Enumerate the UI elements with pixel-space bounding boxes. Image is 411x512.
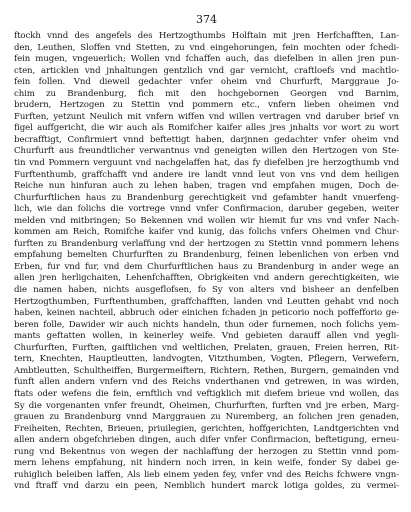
text-line: allen jren herligchaiten, Lehenfchafften, Obrigkeiten vnd andern gerechtigkeiten, wie [14,273,399,284]
text-line: Hertzogthumben, Furftenthumben, graffchafften, landen vnd Leutten gehabt vnd noch [14,296,399,307]
page-number: 374 [196,13,217,26]
text-line: ftockh vnnd des angefels des Hertzogthumbs Holftain mit jren Herfchafften, Lan- [14,31,399,41]
text-line: funft allen andern vnfern vnd des Reichs vnderthanen vnd getrewen, in was wirden, [14,377,399,388]
text-line: chim zu Brandenburg, fich mit den hochgebornen Georgen vnd Barnim, [14,88,399,99]
text-line: Ambtleutten, Schultheiffen, Burgermeiftern, Richtern, Rethen, Burgern, gemainden vnd [14,365,399,376]
text-line: grauen zu Brandenburg vnnd Marggrauen zu Nuremberg, an folichen jren genaden, [14,412,399,423]
text-line: figel auffgericht, die wir auch als Romifcher kaifer alles jres jnhalts vor wort zu wort [14,123,399,134]
text-line: rung vnd Bekentnus von wegen der nachlaffung der herzogen zu Stettin vnnd pom- [14,446,399,457]
text-line: den, Leuthen, Sloffen vnd Stetten, zu vnd eingehorungen, fein mochten oder fchedi- [14,42,399,53]
text-line: Furftenthumb, graffchafft vnd andere ire landt vnnd leut von vns vnd dem heiligen [14,169,399,180]
text-line: Sy die vorgenanten vnfer freundt, Oheimen, Churfurften, furften vnd jre erben, Marg- [14,400,399,411]
text-line: empfahung bemelten Churfurften zu Brandenburg, feinen lebenlichen von erben vnd [14,250,399,261]
text-line: beren folle, Dawider wir auch nichts handeln, thun oder furnemen, noch folichs yem- [14,319,399,330]
text-line: Reiche nun hinfuran auch zu lehen haben, tragen vnd empfahen mugen, Doch de- [14,181,399,192]
text-line: mern lehens empfahung, nit hindern noch irren, in kein weife, fonder Sy dabei ge- [14,458,399,469]
text-line: ftats oder wefens die fein, ernftlich vnd veftigklich mit diefem brieue vnd wollen, das [14,388,399,399]
text-line: tern, Knechten, Hauptleutten, landvogten, Vitzthumben, Vogten, Pflegern, Verwefern, [14,354,399,365]
text-line: Churfurft aus freundtlicher verwantnus vnd geneigten willen den Hertzogen von Ste- [14,146,399,157]
text-line: becrafftigt, Confirmiert vnnd beftettigt haben, darjnnen gedachter vnfer oheim vnd [14,134,399,145]
text-line: die namen haben, nichts ausgeflofsen, fo Sy von alters vnd bisheer an denfelben [14,285,399,296]
text-line: brudern, Hertzogen zu Stettin vnd pommern etc., vnfern lieben oheimen vnd [14,100,399,111]
text-line: ruhiglich beleiben laffen, Als lieb einem yeden fey, vnfer vnd des Reichs fchwere vngn- [14,469,399,480]
text-line: Erben, fur vnd fur, vnd dem Churfurftlichen haus zu Brandenburg in ander wege an [14,261,399,272]
text-line: allen andern obgefchrieben dingen, auch difer vnfer Confirmacion, beftetigung, erneu- [14,435,399,446]
text-line: vnd ftraff vnd darzu ein peen, Nemblich hundert marck lotiga goldes, zu vermei- [14,481,399,492]
text-line: furften zu Brandenburg verlaffung vnd der hertzogen zu Stettin vnnd pommern lehens [14,238,399,249]
text-line: kommen am Reich, Romifche kaifer vnd kunig, das folichs vnfers Oheimen vnd Chur- [14,227,399,238]
text-line: Churfurftlichen haus zu Brandenburg gerechtigkeit vnd gefambter handt vnuerfeng- [14,192,399,203]
text-line: mants geftatten wollen, in keinerley weife. Vnd gebieten darauff allen vnd yegli- [14,331,399,342]
text-line: Furften, yetzunt Neulich mit vnfern wiffen vnd willen vertragen vnd daruber brief vn [14,111,399,122]
text-line: Freiheiten, Rechten, Brieuen, priuilegien, gerichten, hoffgerichten, Landtgerichten vnd [14,423,399,434]
text-line: lich, wie dan folichs die vortrege vnnd vnfer Confirmacion, daruber gegeben, weiter [14,204,399,215]
text-line: tin vnd Pommern verguunt vnd nachgelaffen hat, das fy diefelben jre herzogthumb vnd [14,158,399,169]
text-line: Churfurften, Furften, gaiftlichen vnd weltlichen, Prelaten, grauen, Freien herren, Rit- [14,342,399,353]
body-text [14,31,399,493]
text-line: fein follen. Vnd dieweil gedachter vnfer oheim vnd Churfurft, Marggraue Jo- [14,77,399,88]
text-line: fein mugen, vngeuerlich; Wollen vnd fchaffen auch, das diefelben in allen jren pun- [14,54,399,65]
text-line: haben, keinen nachteil, abbruch oder einichen fchaden jn peticorio noch poffefforio ge- [14,308,399,319]
text-line: cten, articklen vnd jnhaltungen gentzlich vnd gar vernicht, craftloefs vnd machtlo- [14,65,399,76]
text-line: melden vnd mitbringen; So Bekennen vnd wollen wir hiemit fur vns vnd vnfer Nach- [14,215,399,226]
